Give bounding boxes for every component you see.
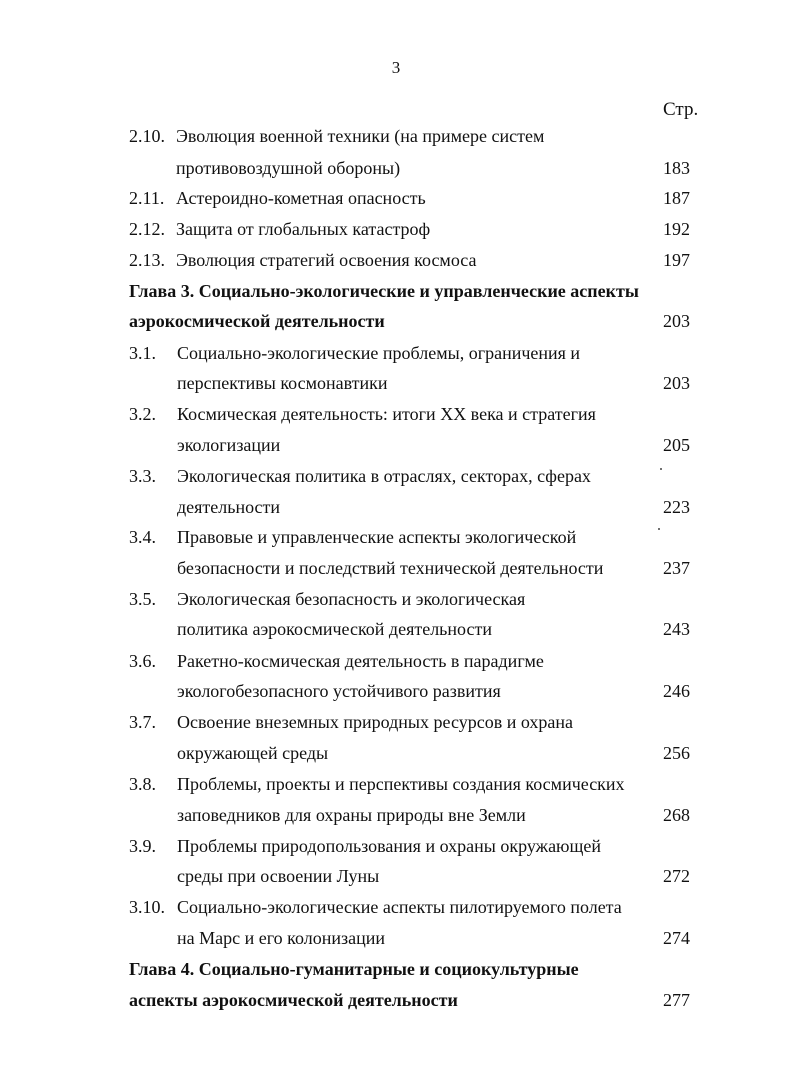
toc-entry-line: на Марс и его колонизации — [177, 928, 386, 948]
toc-entry-line: деятельности — [177, 497, 281, 517]
toc-entry-number: 3.7. — [129, 712, 156, 732]
chapter-title-line: Глава 4. Социально-гуманитарные и социокультурные — [129, 959, 579, 979]
toc-entry-line: Астероидно-кометная опасность — [176, 188, 426, 208]
toc-entry-line: среды при освоении Луны — [177, 866, 380, 886]
toc-entry-line: перспективы космонавтики — [177, 373, 388, 393]
toc-entry-line: экологобезопасного устойчивого развития — [177, 681, 501, 701]
toc-entry-line: Социально-экологические проблемы, ограничения и — [177, 343, 581, 363]
chapter-title-line: Глава 3. Социально-экологические и управленческие аспекты — [129, 281, 639, 301]
toc-entry-number: 2.13. — [129, 250, 165, 270]
toc-entry-line: Экологическая безопасность и экологическая — [177, 589, 526, 609]
toc-page-number: 243 — [663, 619, 690, 639]
toc-page-number: 268 — [663, 805, 690, 825]
toc-entry-line: Эволюция военной техники (на примере систем — [176, 126, 545, 146]
toc-entry-number: 2.11. — [129, 188, 165, 208]
scan-speck — [660, 468, 662, 470]
toc-page-number: 237 — [663, 558, 690, 578]
toc-entry-line: политика аэрокосмической деятельности — [177, 619, 492, 639]
toc-entry-number: 3.4. — [129, 527, 156, 547]
toc-entry-line: Ракетно-космическая деятельность в парадигме — [177, 651, 544, 671]
toc-entry-line: Проблемы, проекты и перспективы создания космических — [177, 774, 625, 794]
toc-page-number: 203 — [663, 373, 690, 393]
toc-entry-line: противовоздушной обороны) — [176, 158, 401, 178]
toc-entry-number: 3.3. — [129, 466, 156, 486]
toc-entry-line: Экологическая политика в отраслях, секторах, сферах — [177, 466, 591, 486]
chapter-title-line: аэрокосмической деятельности — [129, 311, 385, 331]
toc-entry-line: Космическая деятельность: итоги XX века и стратегия — [177, 404, 596, 424]
toc-entry-line: Эволюция стратегий освоения космоса — [176, 250, 477, 270]
toc-entry-number: 3.5. — [129, 589, 156, 609]
toc-entry-line: Проблемы природопользования и охраны окружающей — [177, 836, 601, 856]
page-number: 3 — [391, 58, 401, 77]
toc-page-number: 223 — [663, 497, 690, 517]
toc-page-number: 272 — [663, 866, 690, 886]
toc-entry-line: заповедников для охраны природы вне Земли — [177, 805, 526, 825]
scan-speck — [658, 528, 660, 530]
toc-entry-line: Социально-экологические аспекты пилотируемого полета — [177, 897, 622, 917]
toc-entry-number: 3.10. — [129, 897, 165, 917]
toc-entry-number: 2.12. — [129, 219, 165, 239]
toc-entry-number: 3.8. — [129, 774, 156, 794]
toc-page-number: 187 — [663, 188, 690, 208]
toc-page-number: 197 — [663, 250, 690, 270]
toc-page-number: 277 — [663, 990, 690, 1010]
toc-entry-line: Освоение внеземных природных ресурсов и охрана — [177, 712, 573, 732]
toc-page-number: 205 — [663, 435, 690, 455]
toc-entry-number: 3.1. — [129, 343, 156, 363]
toc-entry-number: 3.9. — [129, 836, 156, 856]
toc-entry-line: экологизации — [177, 435, 281, 455]
toc-page-number: 203 — [663, 311, 690, 331]
toc-entry-number: 2.10. — [129, 126, 165, 146]
pages-column-header: Стр. — [663, 99, 699, 120]
toc-entry-line: безопасности и последствий технической деятельности — [177, 558, 604, 578]
toc-entry-line: Защита от глобальных катастроф — [176, 219, 431, 239]
toc-page-number: 256 — [663, 743, 690, 763]
toc-page-number: 246 — [663, 681, 690, 701]
toc-page-number: 192 — [663, 219, 690, 239]
toc-page-number: 183 — [663, 158, 690, 178]
chapter-title-line: аспекты аэрокосмической деятельности — [129, 990, 458, 1010]
toc-page-number: 274 — [663, 928, 690, 948]
toc-entry-number: 3.6. — [129, 651, 156, 671]
toc-entry-line: окружающей среды — [177, 743, 329, 763]
toc-entry-line: Правовые и управленческие аспекты экологической — [177, 527, 577, 547]
toc-entry-number: 3.2. — [129, 404, 156, 424]
